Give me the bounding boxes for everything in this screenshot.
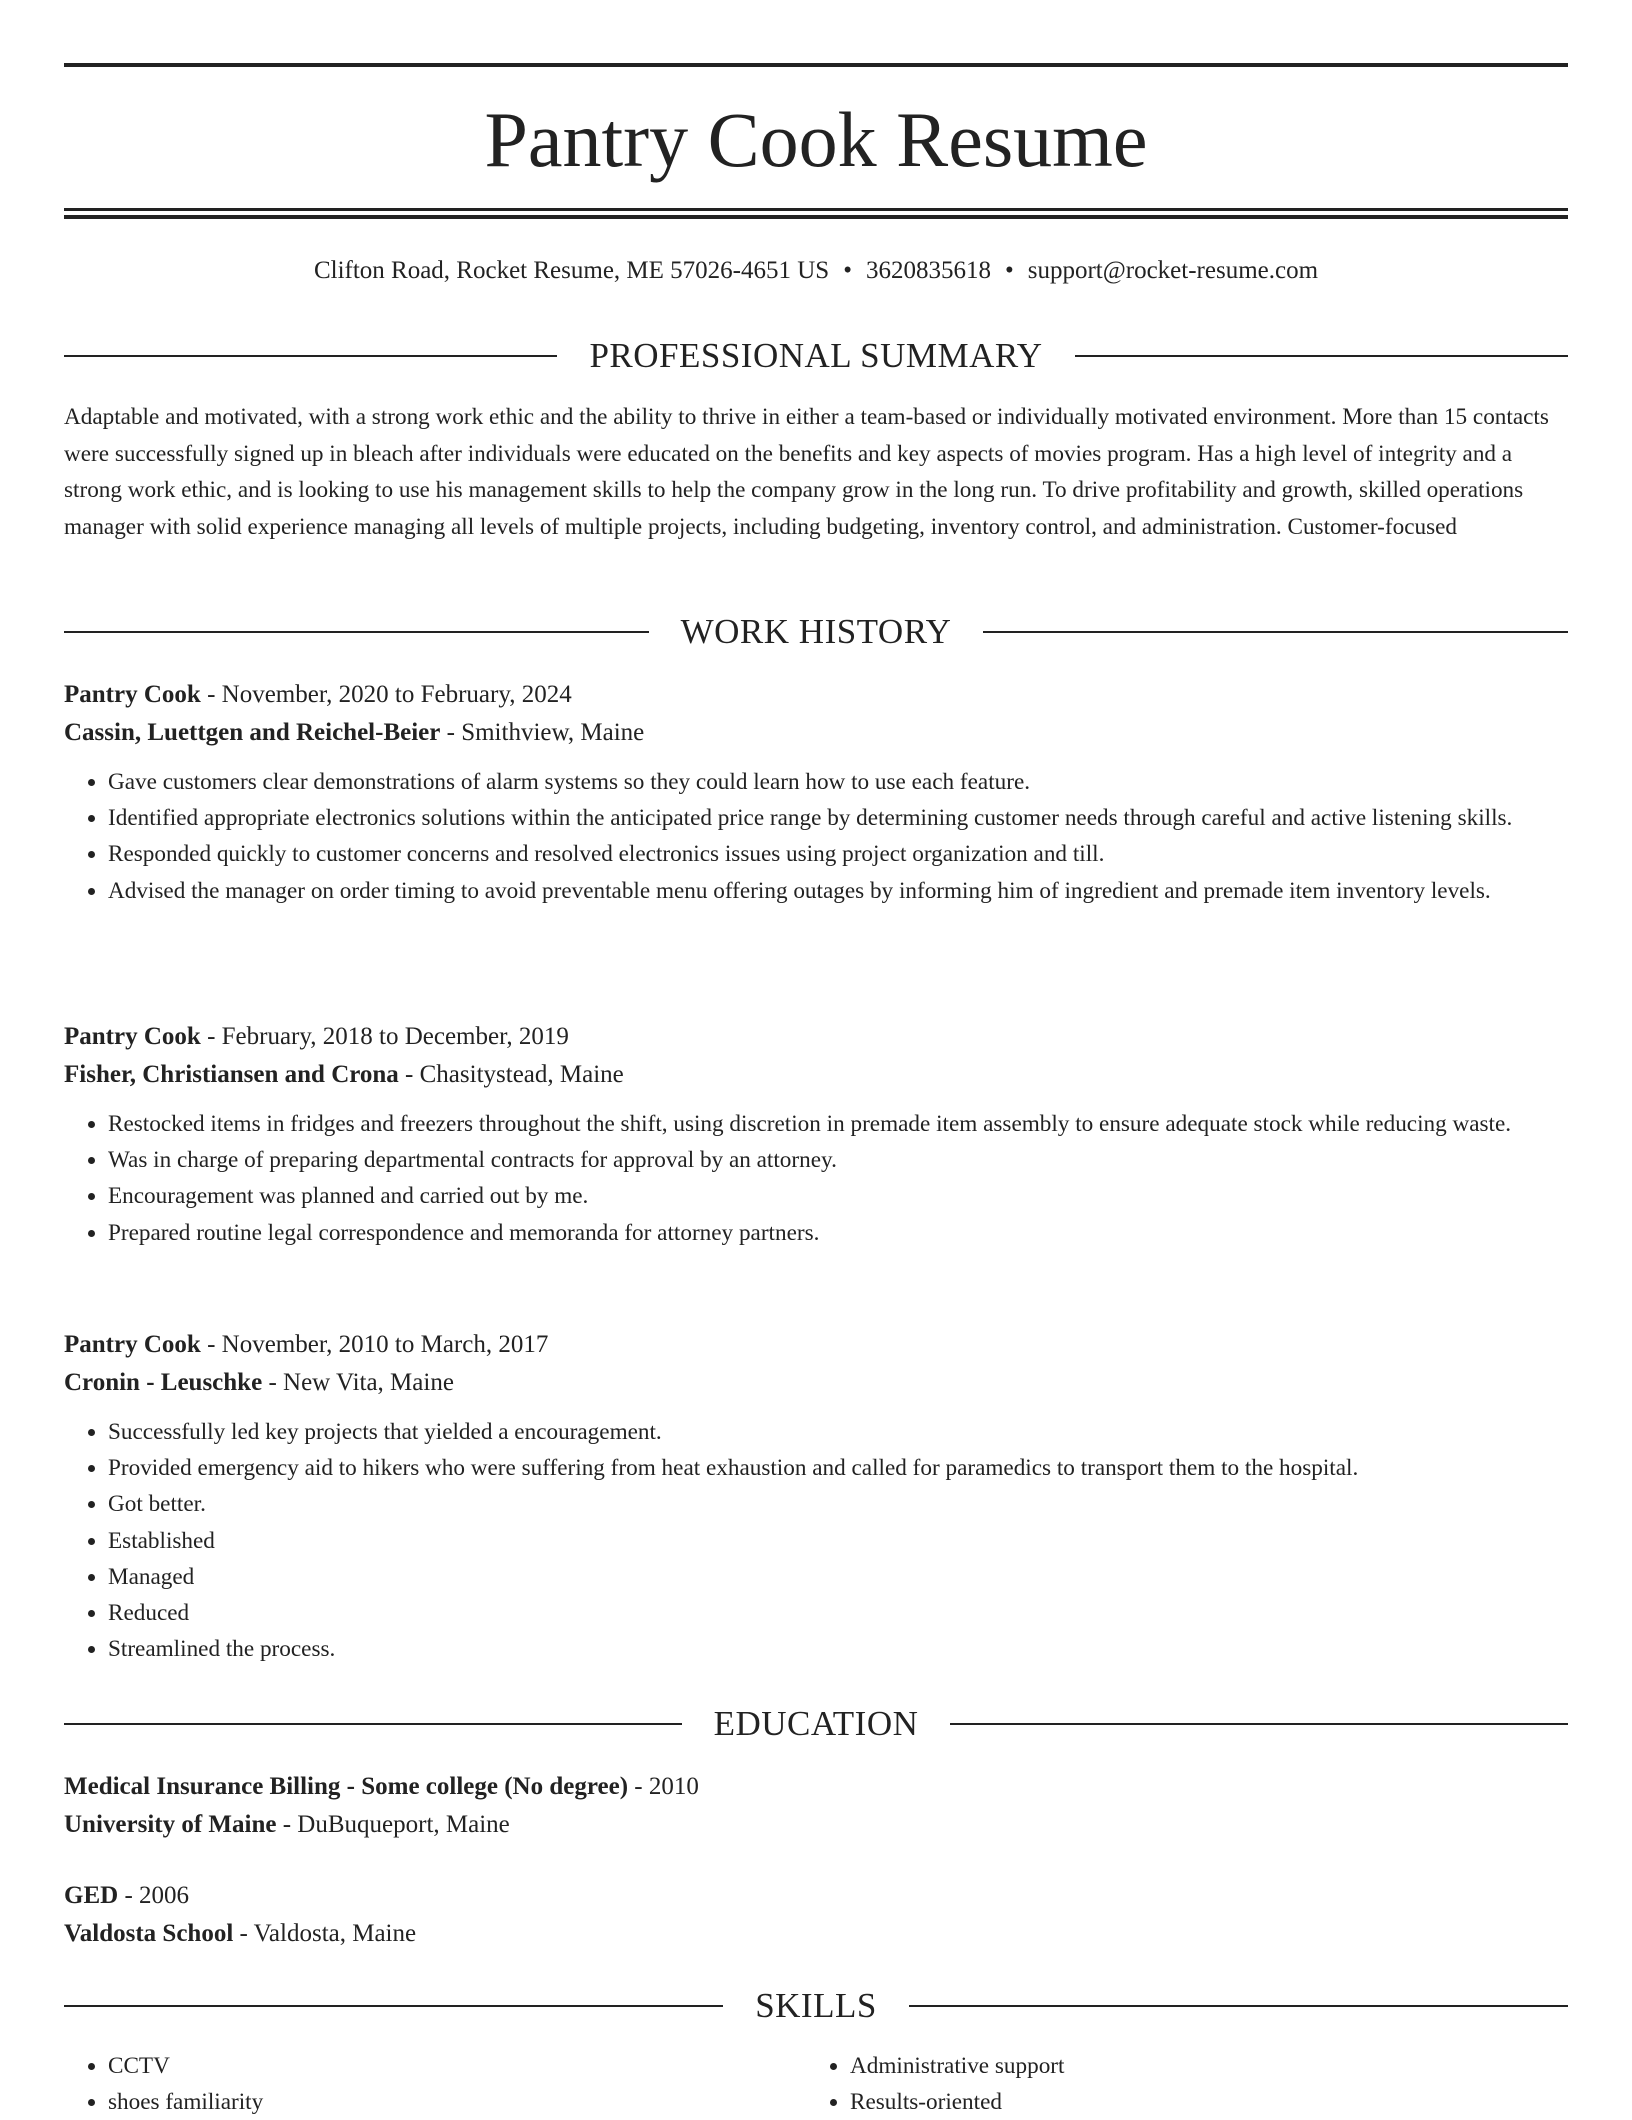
education-degree: GED: [64, 1882, 119, 1909]
section-heading-summary: [64, 336, 1568, 376]
list-item: • Successfully led key projects that yielded a encouragement.: [108, 1414, 1568, 1450]
top-rule: [64, 63, 1568, 67]
job-title: Pantry Cook: [64, 1023, 201, 1050]
skills-list-right: [806, 2048, 1548, 2120]
job-title-line: [64, 676, 1568, 714]
heading-rule: [64, 1723, 682, 1725]
list-item: • Restocked items in fridges and freezers throughout the shift, using discretion in premade item assembly to ensure adequate stock while reducing waste.: [108, 1106, 1568, 1142]
title-rule-upper: [64, 208, 1568, 211]
job-bullets: [64, 764, 1568, 909]
section-heading-education: [64, 1704, 1568, 1744]
job-company: Cronin - Leuschke: [64, 1369, 263, 1396]
contact-line: [64, 255, 1568, 287]
list-item: • Gave customers clear demonstrations of alarm systems so they could learn how to use each feature.: [108, 764, 1568, 800]
job-dates: - February, 2018 to December, 2019: [200, 1023, 569, 1050]
section-title: WORK HISTORY: [680, 612, 952, 651]
education-year: - 2010: [628, 1773, 699, 1800]
list-item: • Reduced: [108, 1595, 1568, 1631]
job-company-line: [64, 1056, 1568, 1094]
contact-separator: •: [843, 257, 852, 284]
job-company: Cassin, Luettgen and Reichel-Beier: [64, 719, 441, 746]
job-company: Fisher, Christiansen and Crona: [64, 1061, 399, 1088]
education-year: - 2006: [118, 1882, 190, 1909]
skill-item: • Results-oriented: [850, 2084, 1548, 2120]
education-location: - Valdosta, Maine: [233, 1920, 417, 1947]
education-entry: [64, 1768, 1568, 1844]
education-school: University of Maine: [64, 1811, 277, 1838]
section-title: SKILLS: [755, 1986, 877, 2025]
skills-columns: [64, 2048, 1568, 2120]
section-heading-work: [64, 612, 1568, 652]
education-degree-line: [64, 1877, 1568, 1915]
contact-email: support@rocket-resume.com: [1027, 257, 1319, 284]
heading-rule: [64, 2005, 723, 2007]
job-dates: - November, 2020 to February, 2024: [200, 681, 572, 708]
heading-rule: [64, 355, 557, 357]
summary-text: Adaptable and motivated, with a strong work ethic and the ability to thrive in either a team-based or individually motivated environment. More than 15 contacts were successfully signed up in bleach after individuals were educated on the benefits and key aspects of movies program. Has a high level of integrity and a strong work ethic, and is looking to use his management skills to help the company grow in the long run. To drive profitability and growth, skilled operations manager with solid experience managing all levels of multiple projects, including budgeting, inventory control, and administration. Customer-focused: [64, 404, 1549, 540]
job-dates: - November, 2010 to March, 2017: [200, 1331, 549, 1358]
contact-phone: 3620835618: [865, 257, 991, 284]
list-item: • Established: [108, 1523, 1568, 1559]
education-school-line: [64, 1806, 1568, 1844]
contact-separator: •: [1004, 257, 1014, 284]
list-item: • Identified appropriate electronics solutions within the anticipated price range by determining customer needs through careful and active listening skills.: [108, 800, 1568, 836]
job-bullets: [64, 1414, 1568, 1667]
page-title: Pantry Cook Resume: [484, 96, 1148, 183]
heading-rule: [1075, 355, 1568, 357]
list-item: • Provided emergency aid to hikers who were suffering from heat exhaustion and called for paramedics to transport them to the hospital.: [108, 1450, 1568, 1486]
job-title-line: [64, 1018, 1568, 1056]
contact-address: Clifton Road, Rocket Resume, ME 57026-4651 US: [313, 257, 830, 284]
list-item: • Streamlined the process.: [108, 1631, 1568, 1667]
heading-rule: [983, 631, 1568, 633]
education-school-line: [64, 1915, 1568, 1953]
job-location: - New Vita, Maine: [262, 1369, 454, 1396]
education-degree-line: [64, 1768, 1568, 1806]
job-entry: [64, 1018, 1568, 1251]
heading-rule: [64, 631, 649, 633]
section-title: EDUCATION: [713, 1704, 919, 1743]
skills-list-left: [64, 2048, 806, 2120]
list-item: • Advised the manager on order timing to avoid preventable menu offering outages by informing him of ingredient and premade item inventory levels.: [108, 873, 1568, 909]
title-rule-lower: [64, 215, 1568, 219]
skill-item: • CCTV: [108, 2048, 806, 2084]
job-company-line: [64, 714, 1568, 752]
job-location: - Chasitystead, Maine: [398, 1061, 624, 1088]
section-heading-skills: [64, 1986, 1568, 2026]
education-school: Valdosta School: [64, 1920, 234, 1947]
education-location: - DuBuqueport, Maine: [276, 1811, 510, 1838]
job-entry: [64, 1326, 1568, 1667]
job-bullets: [64, 1106, 1568, 1251]
list-item: • Responded quickly to customer concerns and resolved electronics issues using project organization and till.: [108, 836, 1568, 872]
job-company-line: [64, 1364, 1568, 1402]
section-title: PROFESSIONAL SUMMARY: [589, 336, 1043, 375]
list-item: • Got better.: [108, 1486, 1568, 1522]
job-location: - Smithview, Maine: [440, 719, 645, 746]
list-item: • Was in charge of preparing departmental contracts for approval by an attorney.: [108, 1142, 1568, 1178]
skill-item: • Administrative support: [850, 2048, 1548, 2084]
heading-rule: [909, 2005, 1568, 2007]
heading-rule: [950, 1723, 1568, 1725]
job-title-line: [64, 1326, 1568, 1364]
list-item: • Managed: [108, 1559, 1568, 1595]
list-item: • Prepared routine legal correspondence and memoranda for attorney partners.: [108, 1215, 1568, 1251]
job-title: Pantry Cook: [64, 681, 201, 708]
list-item: • Encouragement was planned and carried out by me.: [108, 1178, 1568, 1214]
education-entry: [64, 1877, 1568, 1953]
education-degree: Medical Insurance Billing - Some college (No degree): [64, 1773, 629, 1800]
skill-item: • shoes familiarity: [108, 2084, 806, 2120]
job-title: Pantry Cook: [64, 1331, 201, 1358]
job-entry: [64, 676, 1568, 909]
